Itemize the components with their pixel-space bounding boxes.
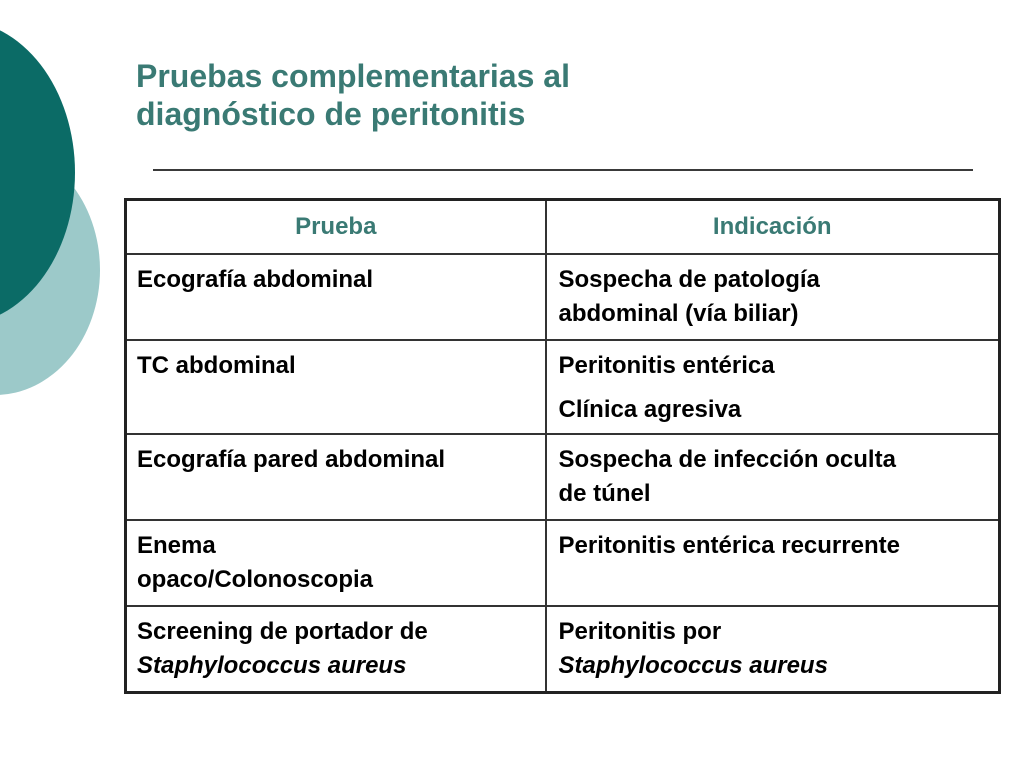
table-header-row [126,200,1000,255]
cell-text: Ecografía abdominal [137,266,374,293]
cell-text: Peritonitis entérica recurrente [558,532,900,559]
cell-prueba [126,520,546,606]
cell-indicacion [546,606,1000,693]
cell-text: abdominal (vía biliar) [558,300,799,327]
cell-text: Sospecha de patología [558,266,820,293]
cell-text: Peritonitis entérica [558,352,775,379]
cell-text: Clínica agresiva [558,396,742,423]
cell-text: Peritonitis por [558,618,722,645]
tests-table [124,198,1001,694]
cell-text: TC abdominal [137,352,296,379]
cell-prueba [126,606,546,693]
table-row [126,520,1000,606]
cell-indicacion [546,254,1000,340]
cell-text: Sospecha de infección oculta [558,446,896,473]
cell-prueba [126,254,546,340]
cell-indicacion [546,340,1000,434]
cell-text: de túnel [558,480,651,507]
cell-text: Ecografía pared abdominal [137,446,446,473]
cell-text-italic: Staphylococcus aureus [137,652,407,679]
cell-text: opaco/Colonoscopia [137,566,374,593]
cell-indicacion [546,434,1000,520]
cell-text: Enema [137,532,216,559]
cell-text-italic: Staphylococcus aureus [558,652,828,679]
header-indicacion: Indicación [546,200,1000,255]
cell-prueba [126,340,546,434]
table-row [126,434,1000,520]
slide-title-line-2: diagnóstico de peritonitis [136,96,526,132]
cell-text: Screening de portador de [137,618,428,645]
table-row [126,606,1000,693]
title-divider [153,169,973,171]
slide-title [136,57,896,133]
table-row [126,340,1000,434]
cell-indicacion [546,520,1000,606]
cell-prueba [126,434,546,520]
header-prueba: Prueba [126,200,546,255]
slide-title-line-1: Pruebas complementarias al [136,58,570,94]
table-row [126,254,1000,340]
